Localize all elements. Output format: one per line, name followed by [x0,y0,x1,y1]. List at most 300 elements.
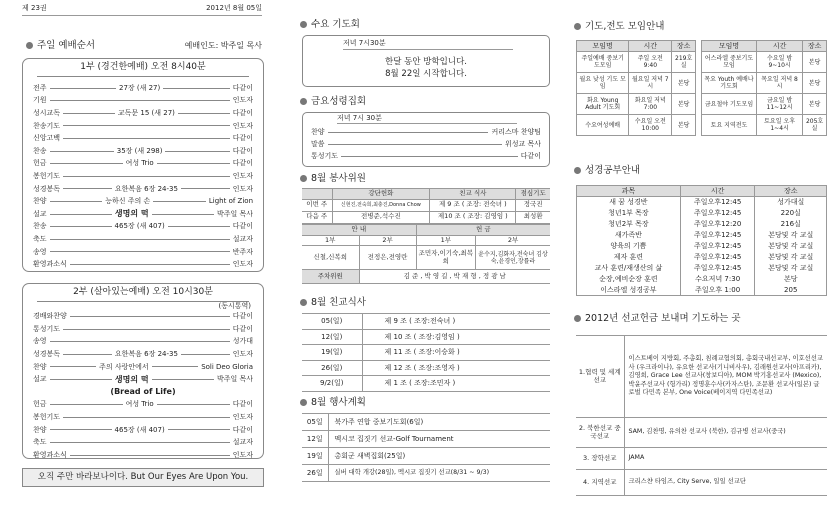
study-header-row [577,186,827,197]
events-table [302,413,550,482]
program-item-label: 찬양 [33,362,47,371]
program-row [23,246,263,259]
meeting-cell: 본당 [803,52,827,73]
servers-cell: 제 9 조 ( 조장: 전숙녀 ) [430,199,516,211]
fellowship-date: 12(일) [302,329,362,345]
issue-date: 2012년 8월 05일 [206,4,262,12]
program-item-label: 설교 [33,375,47,384]
event-text: 북가주 연합 중보기도회(6일) [328,414,550,431]
program-item-label: 성경봉독 [33,350,61,359]
leader-line [341,156,518,157]
meeting-cell: 금요일 밤 11~12시 [757,94,803,115]
servers-table [302,188,550,224]
servers-header-row [302,224,550,235]
meeting-cell: 205호실 [803,115,827,136]
event-text: 총회군 새벽집회(25일) [328,448,550,465]
program-item-detail: 여성 Trio [125,400,154,409]
program-item-detail: 요한복음 6장 24-35 [114,184,178,193]
study-cell: 본당및 각 교실 [755,241,827,252]
program-row [23,170,263,183]
meeting-cell: 월요일 저녁 7시 [629,73,672,94]
study-cell: 이스라엘 성경공부 [577,285,681,296]
servers-cell: 전정은,전영란 [359,246,416,270]
meeting-row [577,94,696,115]
study-cell: 주일오후12:45 [680,197,755,208]
wednesday-title: 수요 기도회 [311,19,360,30]
program-item-detail: 여성 Trio [125,159,154,168]
leader-line [50,226,112,227]
meeting-cell: 화요일 저녁7:00 [629,94,672,115]
friday-item-leader: 위성교 목사 [504,140,541,149]
program-item-leader: 다같이 [232,159,253,168]
servers-cell: 신철,신복희 [302,246,359,270]
servers-header-row [302,189,550,200]
servers-cell: 윤수지,김화자,전숙녀 김상숙,윤경인,장률라 [476,246,550,270]
mission-recipients: 크리스챤 타임즈, City Serve, 일일 선교단 [624,470,827,496]
leader-line [181,188,230,189]
leader-line [50,239,230,240]
mission-row [576,470,827,496]
program-item-label: 봉헌기도 [33,413,61,422]
event-row [302,465,550,482]
meetings-right-wrap [701,40,827,136]
servers-cell: 2부 [476,235,550,246]
program-item-leader: 인도자 [232,413,253,422]
study-cell: 본당및 각 교실 [755,230,827,241]
program-item-leader: 박주일 목사 [216,375,253,384]
study-cell: 성가대실 [755,197,827,208]
mission-recipients: JAMA [624,448,827,470]
leader-line [50,404,123,405]
wednesday-line1: 한달 동안 방학입니다. [384,57,467,68]
mission-table-wrap [576,335,827,496]
meetings-left-wrap [576,40,696,136]
fellowship-table-wrap [302,313,550,392]
servers-cell: 신현진,전숙희,최충진,Donna Chow [332,199,430,211]
servers-header-blank [302,189,332,200]
program-item-detail: 생명의 떡 [114,209,149,219]
servers-table-2 [302,224,550,285]
study-title: 성경공부안내 [585,165,641,176]
program-row [23,335,263,348]
friday-item-leader: 커리스마 찬양팀 [491,128,541,137]
meetings-header-cell: 장소 [672,41,696,52]
program-item-leader: 다같이 [232,146,254,155]
program-row [23,94,263,107]
leader-line [50,442,230,443]
event-date: 26일 [302,465,328,482]
meeting-row [577,52,696,73]
meeting-cell: 본당 [803,73,827,94]
program-item-label: 성시교독 [33,109,61,118]
program-item-leader: 다같이 [232,400,253,409]
interpretation-note: (동시통역) [218,301,251,310]
fellowship-date: 26(일) [302,360,362,376]
program-row [23,233,263,246]
wednesday-box [302,35,550,87]
program-item-detail: 465장 (새 407) [114,425,165,434]
leader-line [152,379,214,380]
mission-heading [574,313,741,324]
program-item-label: 통성기도 [33,324,61,333]
meeting-row [702,52,827,73]
program-item-label: 헌금 [33,159,47,168]
fellowship-group: 제 9 조 ( 조장:전숙녀 ) [362,314,550,330]
mission-recipients: SAM, 김찬명, 유의찬 선교사 (북한), 김규병 선교사(중국) [624,418,827,448]
friday-item-label: 말씀 [311,140,325,149]
mission-row [576,448,827,470]
study-row [577,230,827,241]
fellowship-group: 제 1 조 ( 조장:조민자 ) [362,376,550,392]
leader-line [50,201,103,202]
program-row [23,183,263,196]
program-item-leader: 다같이 [232,324,253,333]
leader-line [63,329,230,330]
program-item-leader: 다같이 [232,425,253,434]
meeting-cell: 어스라엘 중보기도모임 [702,52,757,73]
motto-text: 오직 주만 바라보나이다. But Our Eyes Are Upon You. [37,472,249,483]
meeting-row [702,73,827,94]
meeting-cell: 목요 Youth 예배나 기도회 [702,73,757,94]
program-item-leader: 성가대 [232,337,253,346]
program-item-label: 환영과소식 [33,260,67,269]
mission-category: 1.협력 및 세계선교 [576,336,624,418]
program-item-detail: 35장 (새 298) [116,146,163,155]
column-ministries [570,0,835,507]
program-row [23,436,263,449]
servers-cell: 전병준,석수진 [332,211,430,223]
program-item-leader: 인도자 [232,184,254,193]
fellowship-date: 19(일) [302,345,362,361]
program-row [23,107,263,120]
leader-line [328,144,502,145]
meetings-right-table [701,40,827,136]
leader-line [157,404,230,405]
program-row [23,310,263,323]
friday-item-label: 통성기도 [311,152,339,161]
study-cell: 청년2부 목장 [577,219,681,230]
program-item-label: 송영 [33,337,47,346]
program-row [23,361,263,374]
fellowship-table [302,313,550,392]
column-events [292,0,560,507]
leader-line [50,251,230,252]
program-item-leader: 설교자 [232,235,253,244]
friday-box [302,112,550,167]
leader-line [168,226,230,227]
program-item-leader: 인도자 [232,450,253,459]
event-date: 05일 [302,414,328,431]
program-row [23,449,263,462]
program-item-label: 축도 [33,438,47,447]
friday-row [303,138,549,150]
program-item-leader: 설교자 [232,438,253,447]
mission-recipients: 이스트베이 지방회, 주총회, 침례교협의회, 총회국내선교부, 이호선선교사 (우크라이나), 유요한 선교사(기니비사우), 김래원선교사(아프리카), 김영희, Grace Lee 선교사(창보디아), MOM 박기홍선교사 (Mexico), 박윤주선교사 (헝가리) 정명훈수사(카자스탄), 조문환 선교사(일본) 글로벌 다민족 본부, One Voice(베이지역 다민족선교) [624,336,827,418]
friday-item-leader: 다같이 [520,152,541,161]
bullet-icon [300,21,307,28]
study-table-wrap [576,185,827,296]
study-cell: 주일오후12:45 [680,241,755,252]
meeting-row [577,115,696,136]
fellowship-title: 8월 친교식사 [311,297,366,308]
mission-table [576,335,827,496]
fellowship-row [302,329,550,345]
event-text: 멕시코 집짓기 선교-Golf Tournament [328,431,550,448]
leader-line [50,163,123,164]
leader-line [50,341,230,342]
study-cell: 주일오후12:45 [680,230,755,241]
servers-table-wrap [302,188,550,284]
leader-line [63,417,230,418]
program-item-label: 축도 [33,235,47,244]
program-row [23,145,263,158]
fellowship-group: 제 11 조 ( 조장:이승화 ) [362,345,550,361]
servers-title: 8월 봉사위원 [311,173,366,184]
leader-line [50,429,112,430]
program-item-label: 찬양 [33,197,47,206]
study-header-cell: 과목 [577,186,681,197]
study-cell: 수요저녁 7:30 [680,274,755,285]
leader-line [63,188,112,189]
friday-item-label: 찬양 [311,128,325,137]
program-item-leader: 인도자 [232,121,253,130]
study-header-cell: 시간 [680,186,755,197]
meeting-cell: 주일예배 중보기도모임 [577,52,629,73]
study-row [577,197,827,208]
study-header-cell: 장소 [755,186,827,197]
program-item-detail: 교독문 15 (새 27) [117,109,175,118]
program-item-label: 신앙고백 [33,134,61,143]
friday-heading [300,96,366,107]
leader-line [168,429,230,430]
servers-cell: 정국진 [516,199,550,211]
event-date: 19일 [302,448,328,465]
meetings-header-cell: 시간 [629,41,672,52]
program-item-detail: (Bread of Life) [110,387,176,397]
leader-line [63,176,230,177]
meetings-title: 기도,전도 모임안내 [585,21,665,32]
meetings-header-cell: 장소 [803,41,827,52]
study-cell: 220실 [755,208,827,219]
study-cell: 주일오후12:45 [680,263,755,274]
program-row [23,386,263,399]
servers-header-cell: 안 내 [302,224,416,235]
study-cell: 순장,예비순장 훈련 [577,274,681,285]
meeting-row [702,94,827,115]
program-item-leader: Soli Deo Gloria [201,362,253,371]
meeting-cell: 목요일 저녁 8시 [757,73,803,94]
friday-time: 저녁 7시 30분 [337,114,517,124]
event-text: 실버 대학 개강(28일), 멕시코 집짓기 선교(8/31 ~ 9/3) [328,465,550,482]
study-cell: 216실 [755,219,827,230]
fellowship-row [302,314,550,330]
fellowship-group: 제 12 조 ( 조장:조영자 ) [362,360,550,376]
issue-header [22,4,262,12]
leader-line [163,88,229,89]
servers-header-cell: 점심기도 [516,189,550,200]
program-item-leader: Light of Zion [208,197,254,206]
friday-title: 금요성령집회 [311,96,367,107]
worship-section-title: 주일 예배순서 [37,40,96,51]
leader-line [165,151,229,152]
servers-cell: 이번 주 [302,199,332,211]
study-cell: 주일오후 1:00 [680,285,755,296]
study-row [577,241,827,252]
study-row [577,263,827,274]
meeting-cell: 토요 지역전도 [702,115,757,136]
study-row [577,285,827,296]
first-service-rows [23,82,263,271]
leader-line [50,151,114,152]
bullet-icon [26,42,33,49]
leader-line [178,113,230,114]
meetings-header-cell: 모임명 [577,41,629,52]
program-item-leader: 인도자 [232,260,253,269]
study-heading [574,165,640,176]
study-cell: 주일오후12:45 [680,208,755,219]
program-item-detail: 465장 (새 407) [114,222,165,231]
column-worship-order [0,0,282,507]
study-row [577,252,827,263]
program-item-leader: 다같이 [232,134,253,143]
program-item-leader: 인도자 [232,172,253,181]
event-date: 12일 [302,431,328,448]
program-row [23,208,263,221]
servers-row [302,199,550,211]
study-cell: 본당및 각 교실 [755,263,827,274]
study-row [577,208,827,219]
friday-rows [303,126,549,162]
program-item-label: 성경봉독 [33,184,61,193]
leader-line [152,214,214,215]
bullet-icon [574,315,581,322]
event-row [302,414,550,431]
leader-line [328,132,489,133]
bullet-icon [300,175,307,182]
program-item-label: 설교 [33,209,47,218]
program-item-leader: 반주자 [232,247,253,256]
servers-cell: 제10 조 ( 조장: 김영임 ) [430,211,516,223]
study-cell: 주일오후12:45 [680,252,755,263]
wednesday-line2: 8월 22일 시작합니다. [385,68,467,79]
program-item-leader: 박주일 목사 [216,209,253,218]
study-cell: 205 [755,285,827,296]
meetings-header-row [577,41,696,52]
fellowship-date: 05(일) [302,314,362,330]
program-item-detail: 27장 (새 27) [118,83,161,92]
program-row [23,195,263,208]
fellowship-heading [300,297,366,308]
meeting-cell: 수요일 밤 9~10시 [757,52,803,73]
servers-header-cell: 강단헌화 [332,189,430,200]
program-row [23,120,263,133]
bullet-icon [574,23,581,30]
meeting-cell: 본당 [672,115,696,136]
servers-cell: 다음 주 [302,211,332,223]
meeting-cell: 본당 [672,94,696,115]
program-item-label: 찬송 [33,146,47,155]
servers-subheader-row [302,235,550,246]
servers-cell: 1부 [302,235,359,246]
program-item-detail: 요한복음 6장 24-35 [114,350,178,359]
study-cell: 새가족반 [577,230,681,241]
issue-number: 제 23권 [22,4,47,12]
friday-row [303,150,549,162]
servers-cell: 최성환 [516,211,550,223]
program-item-label: 헌금 [33,400,47,409]
program-item-leader: 다같이 [232,222,253,231]
study-cell: 교사 훈련/재생산의 삶 [577,263,681,274]
leader-line [50,214,112,215]
leader-line [153,201,206,202]
wednesday-heading [300,19,360,30]
leader-line [50,379,112,380]
program-item-detail: 생명의 떡 [114,374,149,384]
program-item-leader: 인도자 [232,96,253,105]
servers-cell: 1부 [416,235,476,246]
meeting-cell: 화요 Young Adult 기도회 [577,94,629,115]
mission-title: 2012년 선교헌금 보내며 기도하는 곳 [585,313,741,324]
meetings-header-row [702,41,827,52]
wednesday-time: 저녁 7시30분 [343,39,513,50]
meeting-cell: 수요일 오전 10:00 [629,115,672,136]
program-item-label: 찬송 [33,222,47,231]
meeting-cell: 본당 [672,73,696,94]
leader-line [157,163,230,164]
worship-leader: 예배인도: 박주일 목사 [184,40,262,50]
program-item-label: 기원 [33,96,47,105]
program-item-label: 경배와찬양 [33,312,67,321]
meetings-left-table [576,40,696,136]
study-cell: 새 꿈 성경반 [577,197,681,208]
leader-line [70,316,230,317]
study-cell: 본당 [755,274,827,285]
leader-line [181,354,230,355]
events-heading [300,397,366,408]
leader-line [63,354,112,355]
program-item-detail: 주의 사랑안에서 [99,362,149,371]
servers-cell: 조민자,이기숙,최복희 [416,246,476,270]
meeting-row [577,73,696,94]
program-row [23,411,263,424]
mission-category: 3. 장학선교 [576,448,624,470]
program-item-label: 전주 [33,83,47,92]
second-service-rows [23,310,263,461]
program-row [23,424,263,437]
study-row [577,274,827,285]
study-cell: 본당및 각 교실 [755,252,827,263]
bullet-icon [574,167,581,174]
leader-line [70,264,230,265]
meetings-header-cell: 시간 [757,41,803,52]
friday-row [303,126,549,138]
event-row [302,448,550,465]
bullet-icon [300,399,307,406]
servers-heading [300,173,366,184]
leader-line [50,88,116,89]
program-item-label: 송영 [33,247,47,256]
fellowship-row [302,376,550,392]
leader-line [63,125,230,126]
study-table [576,185,827,296]
fellowship-row [302,360,550,376]
meetings-header-cell: 모임명 [702,41,757,52]
program-row [23,258,263,271]
program-row [23,323,263,336]
program-row [23,348,263,361]
first-service-box [22,58,264,272]
meeting-cell: 본당 [803,94,827,115]
